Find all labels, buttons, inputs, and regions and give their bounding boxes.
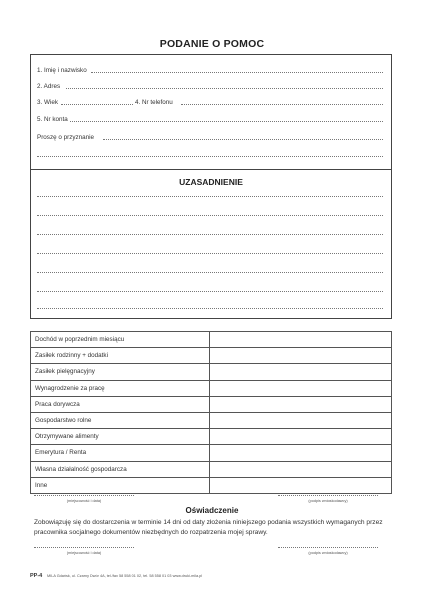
income-source-label: Zasiłek pielęgnacyjny — [31, 364, 210, 380]
place-date-line[interactable] — [34, 547, 134, 548]
declaration-line-1: Zobowiązuję się do dostarczenia w terminie 14 dni od daty złożenia niniejszego podania wszystkich wymaganych przez — [34, 519, 383, 526]
justification-line[interactable] — [37, 253, 383, 254]
request-label: Proszę o przyznanie — [37, 134, 95, 141]
table-row — [31, 396, 392, 412]
income-value-cell[interactable] — [210, 477, 392, 493]
phone-field[interactable] — [181, 104, 383, 105]
age-label: 3. Wiek — [37, 99, 58, 106]
justification-line[interactable] — [37, 215, 383, 216]
account-field[interactable] — [67, 121, 383, 122]
signature-line[interactable] — [278, 495, 378, 496]
table-row — [31, 412, 392, 428]
page-title: PODANIE O POMOC — [159, 38, 265, 50]
publisher-info: MILA Gdańsk, ul. Czarny Dwór 4A, tel./fax 58 558 01 02, tel. 58 558 01 03 www.druki-mila.pl — [47, 574, 203, 578]
table-row — [31, 429, 392, 445]
justification-line[interactable] — [37, 308, 383, 309]
income-source-label: Praca dorywcza — [31, 396, 210, 412]
table-row — [31, 461, 392, 477]
address-field[interactable] — [66, 88, 383, 89]
income-value-cell[interactable] — [210, 429, 392, 445]
applicant-form-box — [30, 54, 392, 170]
name-field[interactable] — [91, 72, 383, 73]
justification-line[interactable] — [37, 234, 383, 235]
place-date-caption: (miejscowość i data) — [66, 499, 102, 503]
income-source-label: Inne — [31, 477, 210, 493]
request-field-line2[interactable] — [37, 156, 383, 157]
declaration-heading: Oświadczenie — [185, 506, 239, 515]
signature-caption: (podpis wnioskodawcy) — [308, 499, 348, 503]
request-field[interactable] — [103, 139, 383, 140]
name-label: 1. Imię i nazwisko — [37, 67, 87, 74]
table-row — [31, 445, 392, 461]
table-row — [31, 348, 392, 364]
signature-line[interactable] — [278, 547, 378, 548]
income-source-label: Własna działalność gospodarcza — [31, 461, 210, 477]
income-source-label: Dochód w poprzednim miesiącu — [31, 332, 210, 348]
place-date-caption: (miejscowość i data) — [66, 551, 102, 555]
income-value-cell[interactable] — [210, 332, 392, 348]
income-source-label: Zasiłek rodzinny + dodatki — [31, 348, 210, 364]
income-value-cell[interactable] — [210, 445, 392, 461]
table-row — [31, 332, 392, 348]
justification-box — [30, 169, 392, 319]
income-source-label: Emerytura / Renta — [31, 445, 210, 461]
table-row — [31, 477, 392, 493]
justification-line[interactable] — [37, 291, 383, 292]
table-row — [31, 380, 392, 396]
address-label: 2. Adres — [37, 83, 61, 90]
justification-line[interactable] — [37, 196, 383, 197]
account-label: 5. Nr konta — [37, 116, 68, 123]
age-field[interactable] — [61, 104, 133, 105]
phone-label: 4. Nr telefonu — [135, 99, 173, 106]
income-source-label: Gospodarstwo rolne — [31, 412, 210, 428]
income-value-cell[interactable] — [210, 412, 392, 428]
justification-line[interactable] — [37, 272, 383, 273]
income-value-cell[interactable] — [210, 348, 392, 364]
income-value-cell[interactable] — [210, 364, 392, 380]
income-source-label: Otrzymywane alimenty — [31, 429, 210, 445]
income-table — [30, 331, 392, 494]
income-value-cell[interactable] — [210, 380, 392, 396]
form-code: PP-4 — [30, 573, 43, 579]
income-source-label: Wynagrodzenie za pracę — [31, 380, 210, 396]
signature-caption: (podpis wnioskodawcy) — [308, 551, 348, 555]
declaration-line-2: pracownika socjalnego dokumentów niezbędnych do rozpatrzenia mojej sprawy. — [34, 529, 268, 536]
income-value-cell[interactable] — [210, 396, 392, 412]
table-row — [31, 364, 392, 380]
income-value-cell[interactable] — [210, 461, 392, 477]
place-date-line[interactable] — [34, 495, 134, 496]
justification-heading: UZASADNIENIE — [179, 177, 243, 187]
